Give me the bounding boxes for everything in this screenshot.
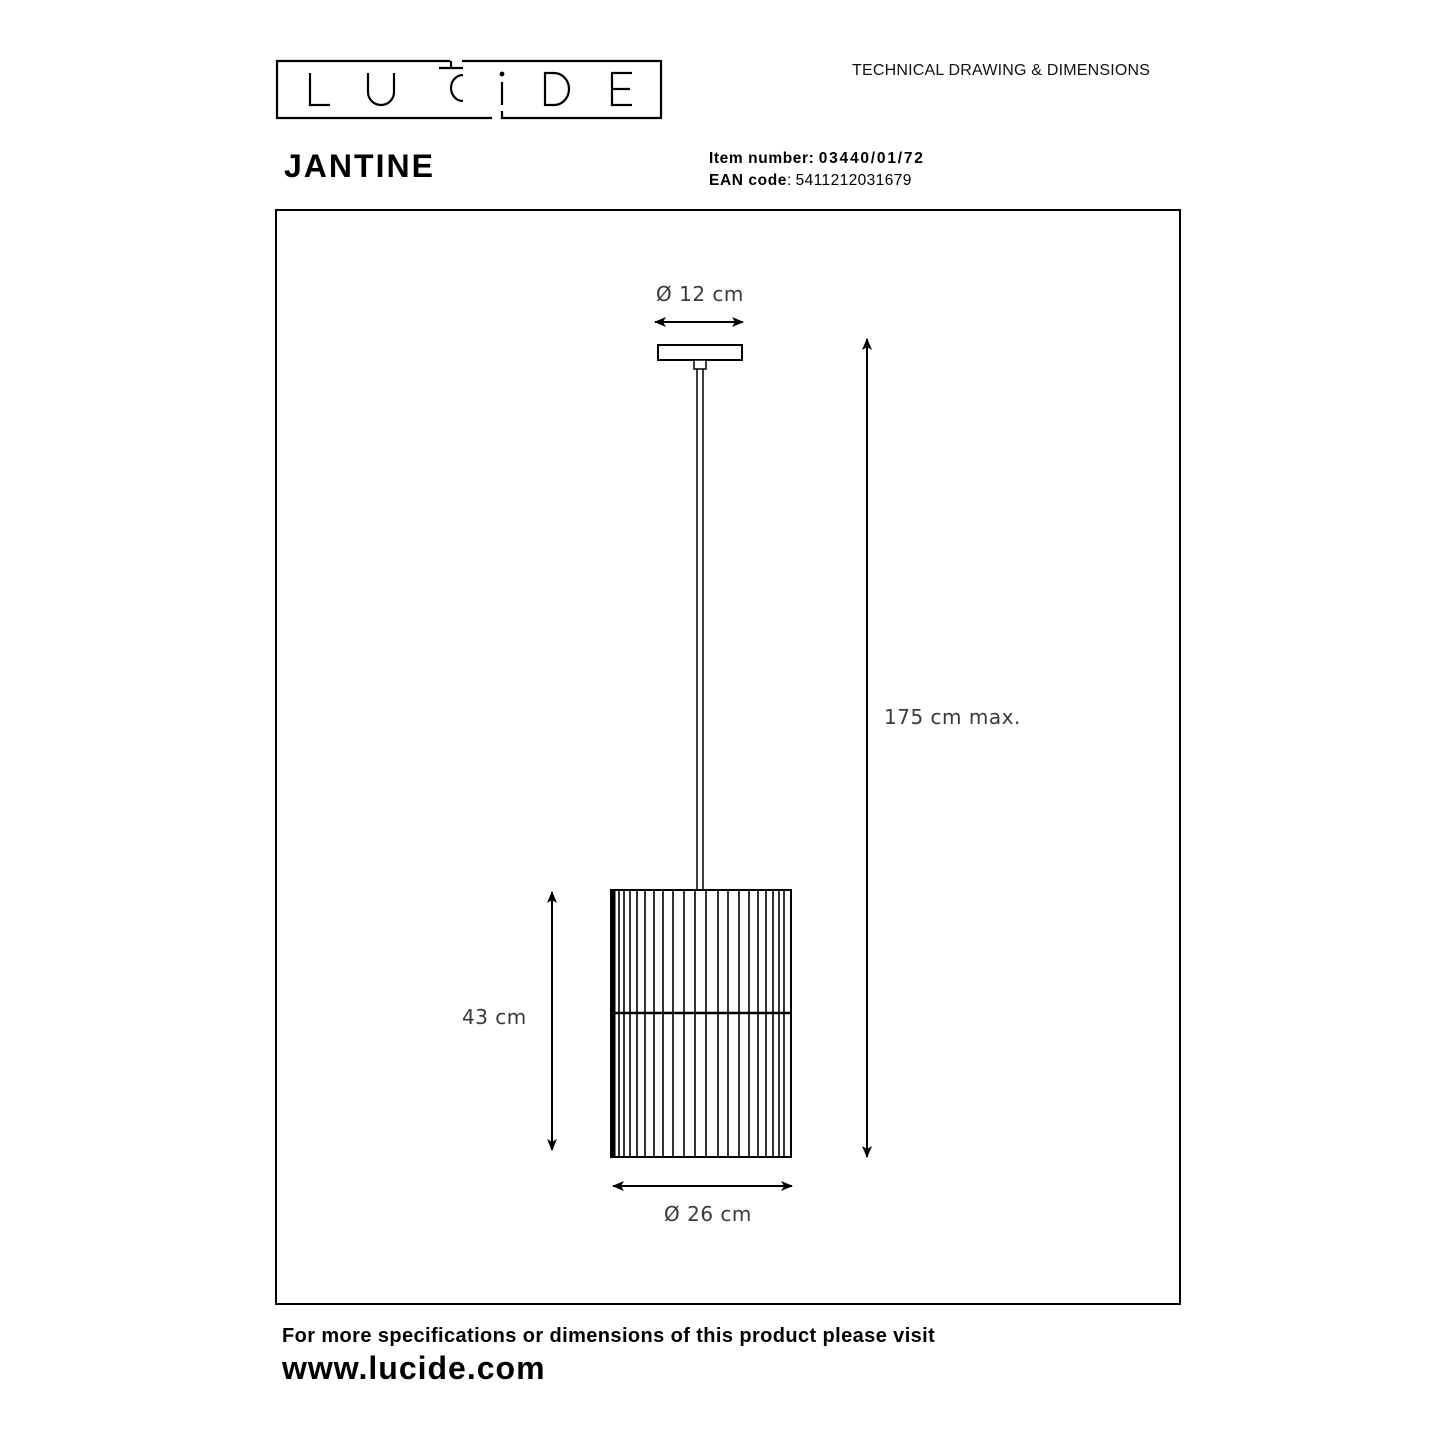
lucide-logo [270, 52, 670, 126]
website-link[interactable]: www.lucide.com [282, 1350, 546, 1386]
document-type-label: TECHNICAL DRAWING & DIMENSIONS [852, 62, 1151, 79]
item-number-row [709, 148, 925, 170]
canopy [658, 345, 742, 360]
lucide-logo-icon [270, 52, 670, 126]
total-height-label: 175 cm max. [884, 705, 1021, 729]
pendant-lamp-drawing [277, 211, 1179, 1303]
item-number-value: 03440/01/72 [818, 150, 925, 167]
canopy-connector [694, 360, 706, 369]
lamp-shade [611, 890, 791, 1157]
product-name: JANTINE [284, 148, 435, 184]
shade-height-label: 43 cm [462, 1005, 527, 1029]
ean-row [709, 170, 925, 192]
technical-drawing-frame [275, 209, 1181, 1305]
ean-label: EAN code [709, 172, 788, 189]
footer-info-text: For more specifications or dimensions of this product please visit [282, 1325, 936, 1347]
ean-value: 5411212031679 [795, 172, 912, 189]
canopy-diameter-label: Ø 12 cm [656, 282, 744, 306]
product-meta [709, 148, 925, 192]
item-number-label: Item number: [709, 150, 815, 167]
ean-separator: : [787, 172, 792, 189]
shade-diameter-label: Ø 26 cm [664, 1202, 752, 1226]
